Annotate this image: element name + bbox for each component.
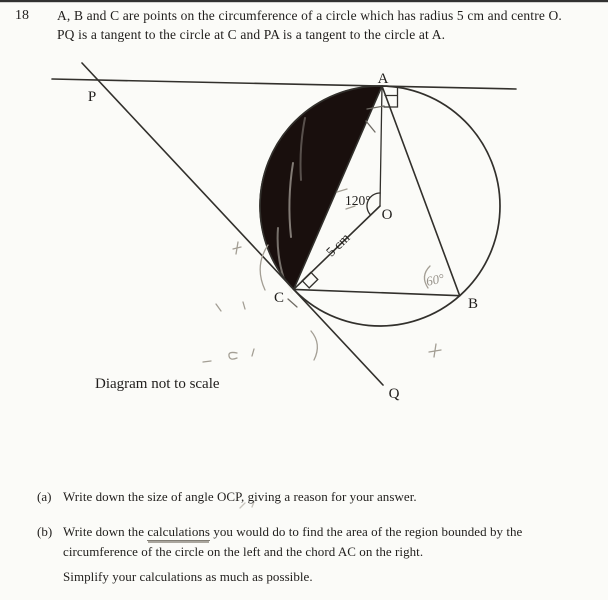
scan-artifact-top-edge — [0, 0, 608, 2]
part-b-label: (b) — [37, 524, 53, 539]
point-label-p: P — [87, 89, 97, 105]
part-b-text-post: you would do to find the area of the region bounded by the — [210, 524, 523, 539]
pencil-plus-left — [233, 242, 241, 254]
point-label-a: A — [377, 71, 389, 87]
part-b-line-3: Simplify your calculations as much as possible. — [63, 569, 313, 584]
pencil-squiggle — [229, 352, 237, 359]
question-intro-line-2: PQ is a tangent to the circle at C and PA is a tangent to the circle at A. — [57, 27, 446, 42]
point-label-o: O — [381, 207, 393, 223]
pencil-plus-right — [429, 344, 441, 357]
part-b-line-2: circumference of the circle on the left and the chord AC on the right. — [63, 544, 424, 559]
radius-oa — [380, 86, 382, 206]
part-a-text: Write down the size of angle OCP, giving a reason for your answer. — [63, 489, 417, 504]
chord-cb — [294, 289, 460, 295]
shaded-segment — [260, 86, 382, 289]
pencil-curve-below-c — [311, 331, 317, 360]
point-label-q: Q — [388, 386, 400, 402]
pencil-arc-left-of-c — [260, 245, 268, 290]
point-label-c: C — [273, 290, 285, 306]
pencil-ticks — [216, 302, 245, 311]
chord-ab — [382, 86, 460, 296]
part-b-text-pre: Write down the — [63, 524, 148, 539]
tangent-line-pa — [52, 79, 516, 89]
pencil-angle-label-b: 60° — [424, 270, 446, 289]
part-b-underlined-word: calculations — [147, 524, 211, 539]
part-b-line-1 — [63, 524, 522, 540]
angle-label-120: 120° — [345, 193, 371, 208]
part-a-label: (a) — [37, 489, 52, 504]
radius-label-5cm: 5 cm — [323, 230, 353, 260]
scale-note: Diagram not to scale — [95, 376, 220, 392]
question-intro-line-1: A, B and C are points on the circumference of a circle which has radius 5 cm and centre O. — [57, 8, 562, 23]
pencil-mark-at-c — [288, 299, 297, 307]
question-number: 18 — [15, 8, 29, 23]
point-label-b: B — [467, 296, 479, 312]
